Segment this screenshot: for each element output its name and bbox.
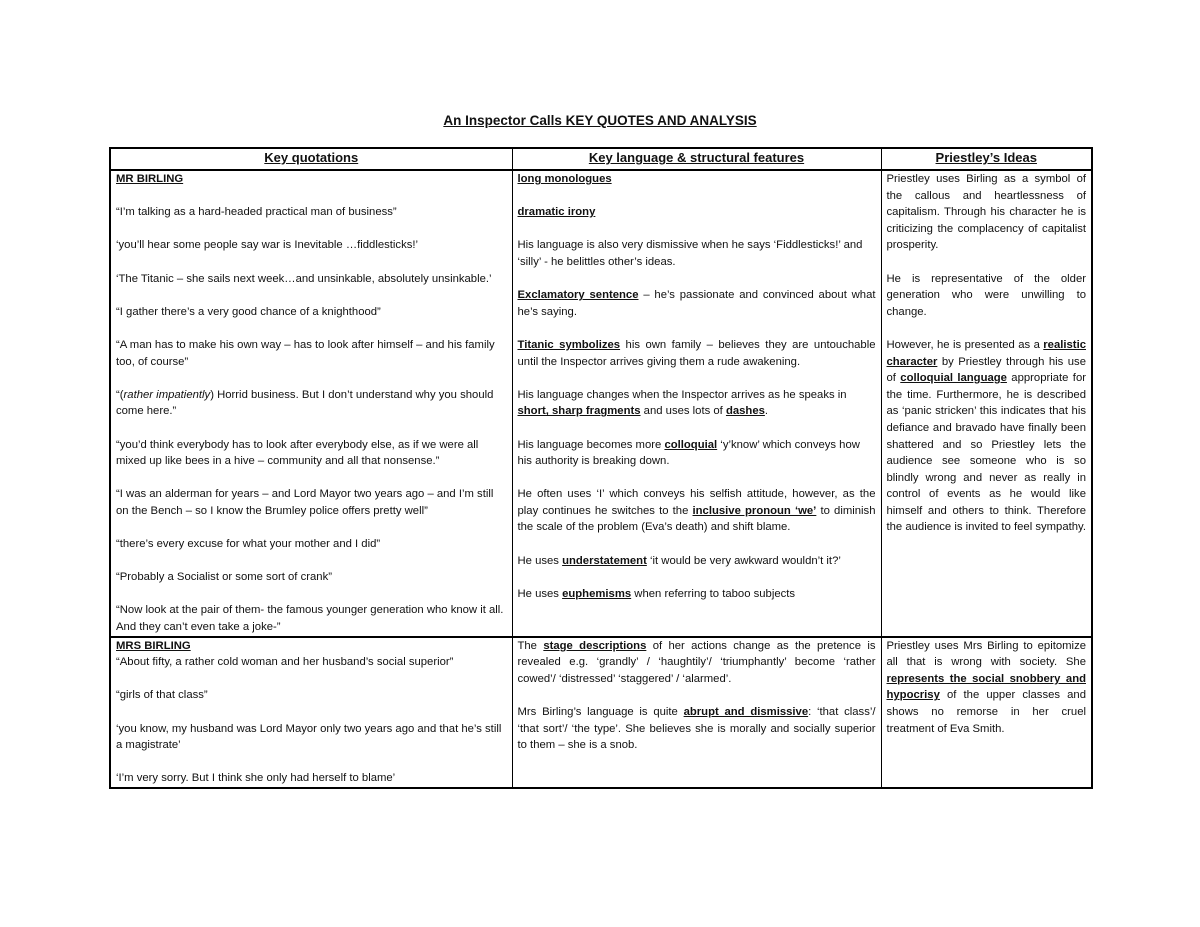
- quote: “you’d think everybody has to look after everybody else, as if we were all mixed up like bees in a hive – community and all that nonsense.”: [116, 438, 479, 468]
- feature: dramatic irony: [517, 206, 596, 219]
- quote: “Probably a Socialist or some sort of crank”: [116, 571, 332, 584]
- feature: He uses understatement ‘it would be very awkward wouldn’t it?’: [517, 554, 841, 567]
- quote: “A man has to make his own way – has to look after himself – and his family too, of course”: [116, 338, 495, 368]
- feature: His language is also very dismissive when he says ‘Fiddlesticks!’ and ‘silly’ - he belittles other’s ideas.: [517, 239, 863, 268]
- mr-birling-ideas-cell: [881, 170, 1092, 637]
- mr-birling-features-cell: [512, 170, 881, 637]
- table-row-mr-birling: [110, 170, 1092, 637]
- page-title: An Inspector Calls KEY QUOTES AND ANALYSIS: [443, 113, 757, 128]
- column-header-quotations: Key quotations: [110, 148, 512, 170]
- column-header-ideas: Priestley’s Ideas: [881, 148, 1092, 170]
- feature: He uses euphemisms when referring to taboo subjects: [517, 587, 796, 600]
- mrs-birling-heading: MRS BIRLING: [116, 639, 191, 652]
- quote: “(rather impatiently) Horrid business. But I don’t understand why you should come here.”: [116, 388, 494, 418]
- quote: “I’m talking as a hard-headed practical man of business”: [116, 206, 397, 219]
- quote: “there’s every excuse for what your mother and I did”: [116, 538, 381, 551]
- quote: “About fifty, a rather cold woman and her husband’s social superior”: [116, 656, 454, 669]
- feature: The stage descriptions of her actions change as the pretence is revealed e.g. ‘grandly’ / ‘haughtily’/ ‘triumphantly’ become ‘rather cowed’/ ‘distressed’ ‘staggered’ / ‘alarmed’.: [517, 639, 876, 685]
- feature: His language changes when the Inspector arrives as he speaks in short, sharp fragments and uses lots of dashes.: [517, 388, 847, 418]
- quote: “girls of that class”: [116, 689, 208, 702]
- idea: Priestley uses Birling as a symbol of the callous and heartlessness of capitalism. Through his character he is criticizing the complacency of capitalist prosperity.: [886, 173, 1086, 252]
- feature: His language becomes more colloquial ‘y’know’ which conveys how his authority is breaking down.: [517, 438, 860, 468]
- quote: “I gather there’s a very good chance of a knighthood”: [116, 305, 381, 318]
- quote: ‘The Titanic – she sails next week…and unsinkable, absolutely unsinkable.’: [116, 272, 492, 285]
- feature: Mrs Birling’s language is quite abrupt and dismissive: ‘that class’/ ‘that sort’/ ‘the type’. She believes she is morally and socially superior to them – she is a snob.: [517, 706, 876, 752]
- idea: He is representative of the older generation who were unwilling to change.: [886, 272, 1086, 318]
- table-header-row: [110, 148, 1092, 170]
- mrs-birling-features-cell: [512, 637, 881, 788]
- mrs-birling-quotes-cell: [110, 637, 512, 788]
- quote: ‘I’m very sorry. But I think she only had herself to blame’: [116, 772, 396, 785]
- idea: However, he is presented as a realistic character by Priestley through his use of colloquial language appropriate for the time. Furthermore, he is described as ‘panic stricken’ this indicates that his defiance and bravado have finally been shattered and so Priestley lets the audience see someone who is so blindly wrong and never as really in control of events as he would like himself and others to think. Therefore the audience is invited to feel sympathy.: [886, 338, 1086, 534]
- mr-birling-quotes-cell: [110, 170, 512, 637]
- table-row-mrs-birling: [110, 637, 1092, 788]
- quotes-table: [109, 147, 1093, 789]
- column-header-features: Key language & structural features: [512, 148, 881, 170]
- quote: “I was an alderman for years – and Lord Mayor two years ago – and I’m still on the Bench – so I know the Brumley police offers pretty well”: [116, 488, 494, 517]
- feature: long monologues: [517, 173, 612, 185]
- quote: “Now look at the pair of them- the famous younger generation who know it all. And they can’t even take a joke-”: [116, 604, 504, 634]
- feature: Exclamatory sentence – he’s passionate and convinced about what he’s saying.: [517, 289, 876, 318]
- quote: ‘you know, my husband was Lord Mayor only two years ago and that he’s still a magistrate’: [116, 722, 502, 752]
- idea: Priestley uses Mrs Birling to epitomize all that is wrong with society. She represents the social snobbery and hypocrisy of the upper classes and shows no remorse in her cruel treatment of Eva Smith.: [886, 639, 1086, 735]
- feature: Titanic symbolizes his own family – believes they are untouchable until the Inspector arrives giving them a rude awakening.: [517, 338, 876, 368]
- mrs-birling-ideas-cell: [881, 637, 1092, 788]
- mr-birling-heading: MR BIRLING: [116, 173, 184, 185]
- feature: He often uses ‘I’ which conveys his selfish attitude, however, as the play continues he switches to the inclusive pronoun ‘we’ to diminish the scale of the problem (Eva’s death) and shift blame.: [517, 488, 876, 534]
- quote: ‘you’ll hear some people say war is Inevitable …fiddlesticks!’: [116, 239, 419, 252]
